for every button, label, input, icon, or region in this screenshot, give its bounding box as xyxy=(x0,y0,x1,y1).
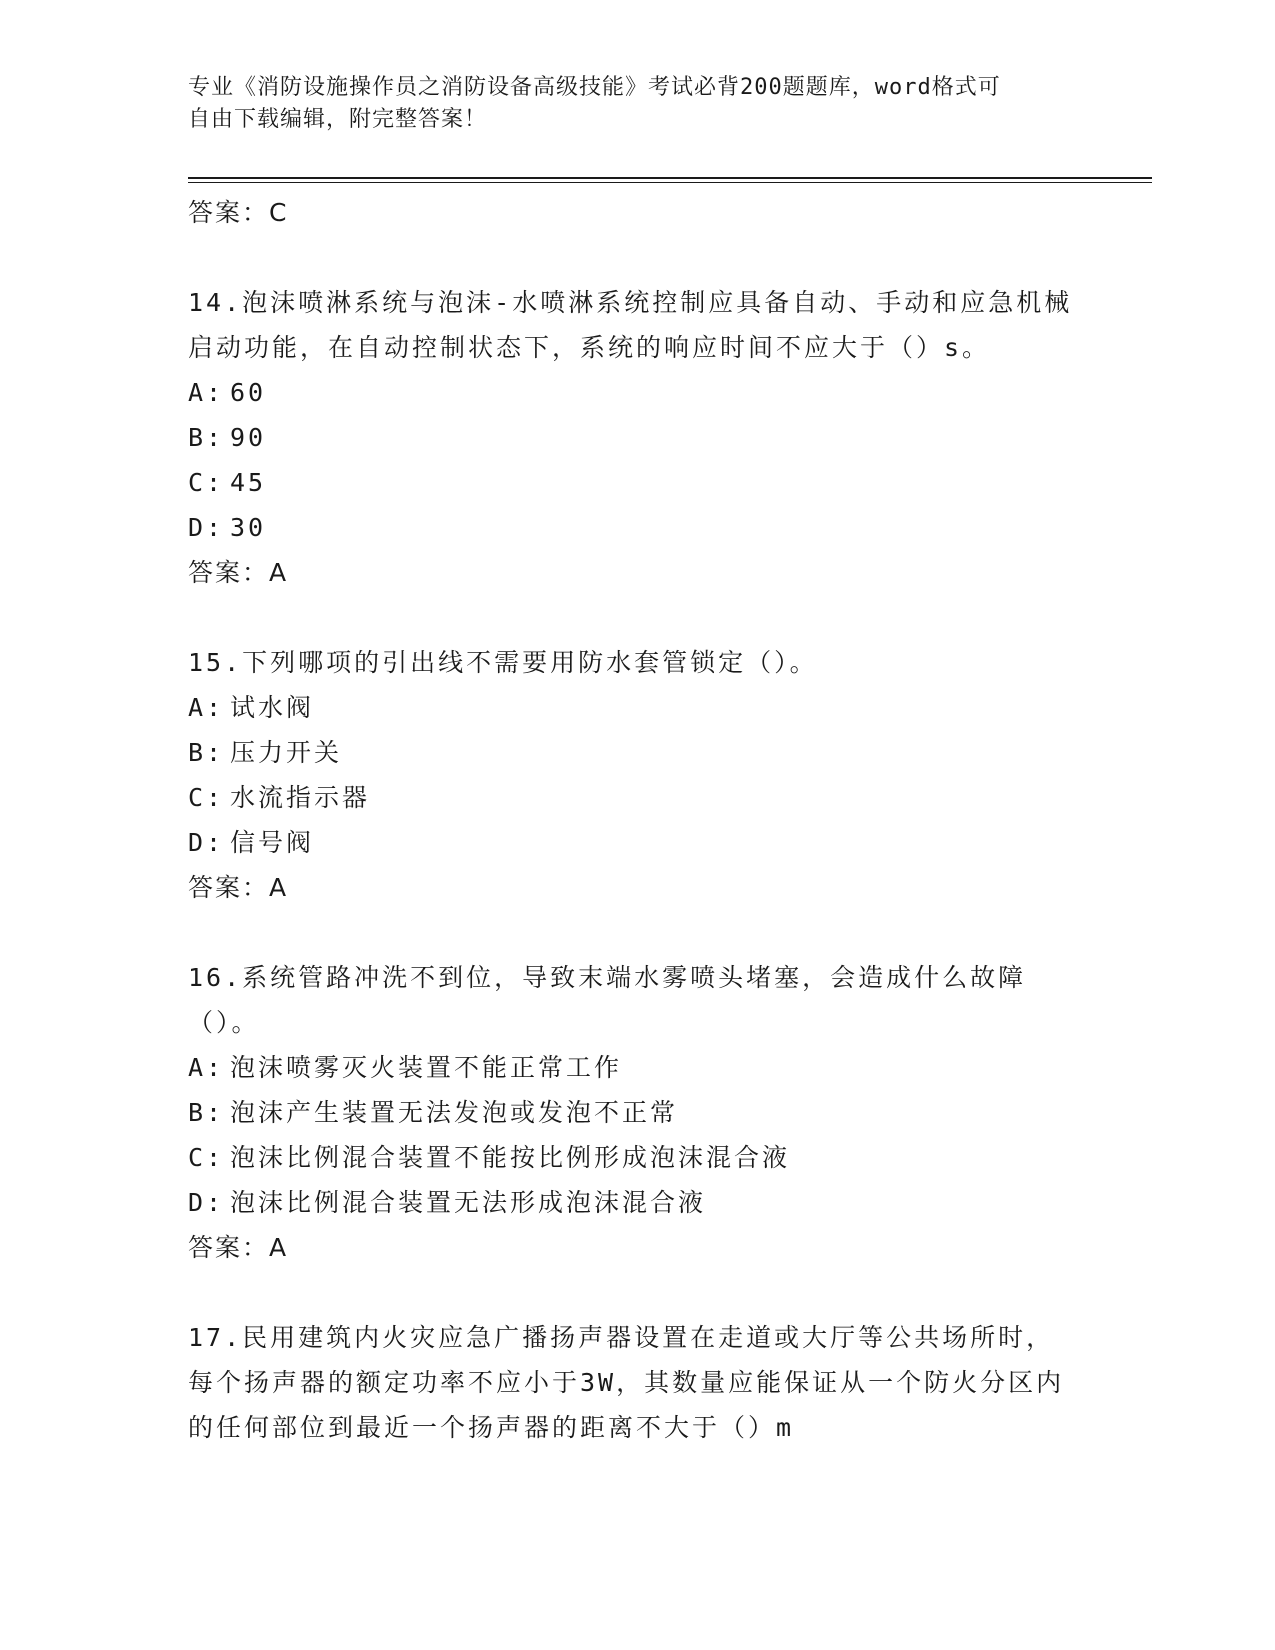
document-header xyxy=(188,72,1068,136)
spacer xyxy=(188,235,1088,280)
question-text: 17.民用建筑内火灾应急广播扬声器设置在走道或大厅等公共场所时，每个扬声器的额定功率不应小于3W，其数量应能保证从一个防火分区内的任何部位到最近一个扬声器的距离不大于（）m xyxy=(188,1323,1065,1442)
header-divider-thick xyxy=(188,177,1152,179)
question-text: 16.系统管路冲洗不到位，导致末端水雾喷头堵塞，会造成什么故障（）。 xyxy=(188,963,1027,1037)
option-c: C: 泡沫比例混合装置不能按比例形成泡沫混合液 xyxy=(188,1143,791,1172)
question-list xyxy=(188,190,1088,1450)
option-c: C: 水流指示器 xyxy=(188,783,371,812)
answer: 答案：A xyxy=(188,1233,289,1262)
answer: 答案：A xyxy=(188,873,289,902)
header-line-1: 专业《消防设施操作员之消防设备高级技能》考试必背200题题库，word格式可 xyxy=(188,75,1001,100)
option-d: D: 信号阀 xyxy=(188,828,315,857)
option-a: A: 泡沫喷雾灭火装置不能正常工作 xyxy=(188,1053,623,1082)
header-divider-thin xyxy=(188,182,1152,183)
option-d: D: 30 xyxy=(188,513,267,542)
option-c: C: 45 xyxy=(188,468,267,497)
question-14 xyxy=(188,280,1088,595)
option-b: B: 90 xyxy=(188,423,267,452)
option-a: A: 60 xyxy=(188,378,267,407)
question-15 xyxy=(188,640,1088,910)
option-a: A: 试水阀 xyxy=(188,693,315,722)
spacer xyxy=(188,595,1088,640)
spacer xyxy=(188,910,1088,955)
header-line-2: 自由下载编辑，附完整答案！ xyxy=(188,107,488,132)
answer: 答案：A xyxy=(188,558,289,587)
option-d: D: 泡沫比例混合装置无法形成泡沫混合液 xyxy=(188,1188,707,1217)
spacer xyxy=(188,1270,1088,1315)
question-16 xyxy=(188,955,1088,1270)
option-b: B: 泡沫产生装置无法发泡或发泡不正常 xyxy=(188,1098,679,1127)
question-text: 14.泡沫喷淋系统与泡沫-水喷淋系统控制应具备自动、手动和应急机械启动功能，在自动控制状态下，系统的响应时间不应大于（）s。 xyxy=(188,288,1073,362)
option-b: B: 压力开关 xyxy=(188,738,343,767)
answer-previous: 答案：C xyxy=(188,198,289,227)
question-text: 15.下列哪项的引出线不需要用防水套管锁定（）。 xyxy=(188,648,818,677)
question-17 xyxy=(188,1315,1088,1450)
